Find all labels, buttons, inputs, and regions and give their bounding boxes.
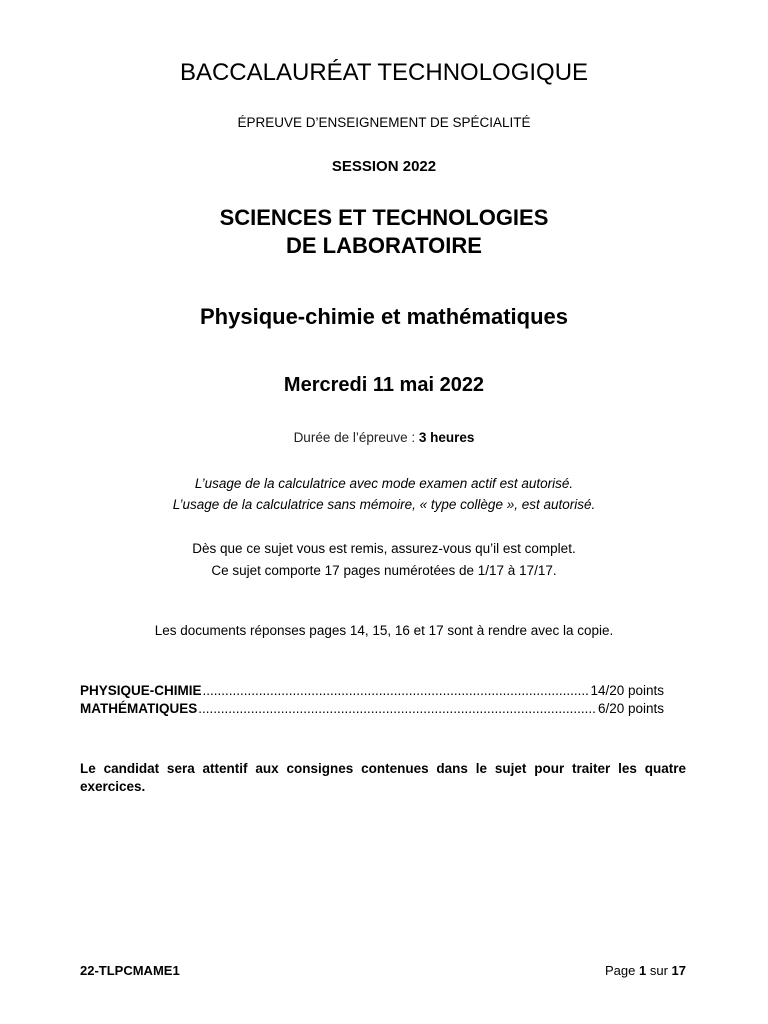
- subject-title: Physique-chimie et mathématiques: [200, 304, 568, 329]
- points-subject-name: MATHÉMATIQUES: [80, 701, 198, 716]
- series-title-line1: SCIENCES ET TECHNOLOGIES: [219, 205, 549, 230]
- session-label: SESSION 2022: [331, 158, 437, 175]
- page-total: 17: [671, 963, 686, 978]
- exam-title: BACCALAURÉAT TECHNOLOGIQUE: [179, 59, 589, 86]
- calculator-rule-2: [0, 494, 768, 515]
- calculator-rule-2-emphasis: « type collège », est autorisé.: [419, 497, 596, 512]
- exam-date: Mercredi 11 mai 2022: [283, 374, 485, 396]
- calculator-rule-2-prefix: L’usage de la calculatrice sans mémoire,: [172, 497, 420, 512]
- page-current: 1: [639, 963, 647, 978]
- notice-line-1: Dès que ce sujet vous est remis, assurez-vous qu’il est complet.: [192, 541, 576, 556]
- page-number: [605, 962, 686, 980]
- calculator-rule-1: L’usage de la calculatrice avec mode examen actif est autorisé.: [194, 476, 574, 491]
- exam-duration: [0, 429, 768, 447]
- series-title-line2: DE LABORATOIRE: [286, 233, 482, 258]
- candidate-instructions: Le candidat sera attentif aux consignes contenues dans le sujet pour traiter les quatre exercices.: [80, 761, 686, 794]
- points-row-mathematiques: [80, 700, 664, 718]
- page-label: Page: [605, 963, 639, 978]
- dot-leader: [203, 682, 590, 700]
- series-title: [0, 204, 768, 260]
- page-separator: sur: [646, 963, 672, 978]
- points-breakdown: [80, 682, 664, 718]
- calculator-rules: [0, 473, 768, 515]
- points-subject-name: PHYSIQUE-CHIMIE: [80, 683, 202, 698]
- exam-type: ÉPREUVE D’ENSEIGNEMENT DE SPÉCIALITÉ: [237, 115, 531, 130]
- points-value: 6/20 points: [597, 701, 664, 716]
- points-row-physique: [80, 682, 664, 700]
- completeness-notice: [0, 538, 768, 582]
- points-value: 14/20 points: [590, 683, 664, 698]
- documents-note: Les documents réponses pages 14, 15, 16 et 17 sont à rendre avec la copie.: [154, 623, 614, 638]
- dot-leader: [198, 700, 597, 718]
- duration-label: Durée de l’épreuve :: [293, 430, 419, 445]
- subject-code: 22-TLPCMAME1: [80, 963, 180, 978]
- duration-value: 3 heures: [418, 430, 475, 445]
- notice-line-2: Ce sujet comporte 17 pages numérotées de 1/17 à 17/17.: [211, 563, 557, 578]
